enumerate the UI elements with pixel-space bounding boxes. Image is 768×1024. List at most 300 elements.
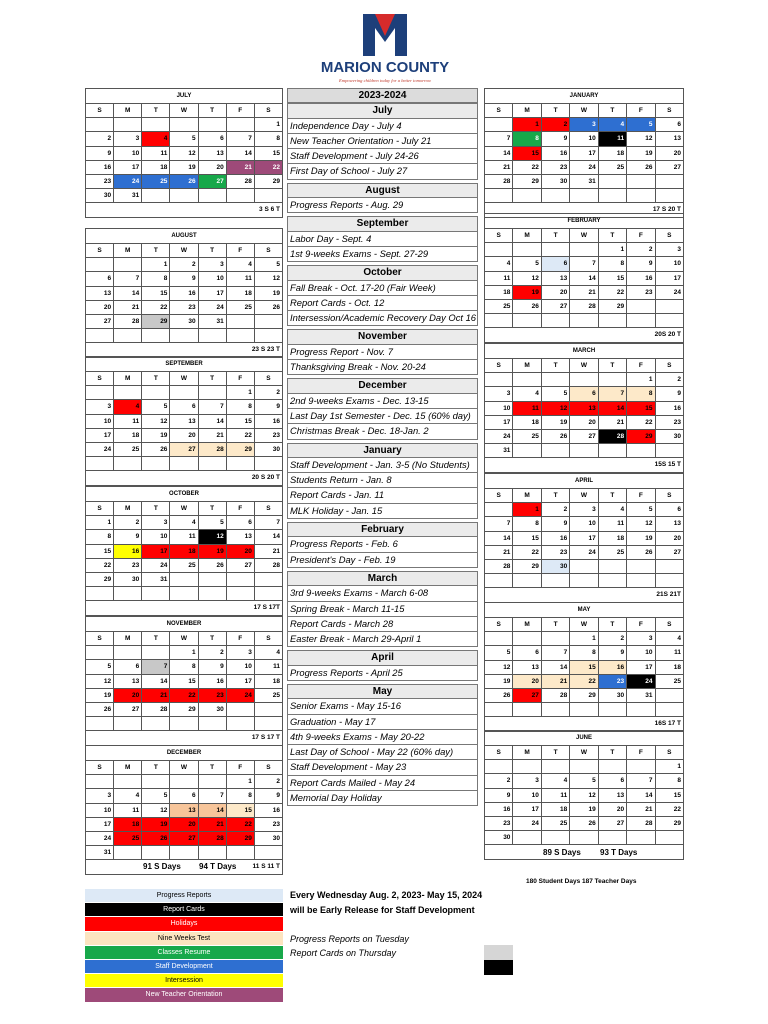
- day-cell: [142, 189, 170, 203]
- day-cell: 11: [226, 272, 254, 286]
- day-cell: 27: [655, 545, 683, 559]
- day-cell: 19: [541, 415, 569, 429]
- day-cell: 6: [513, 646, 541, 660]
- day-cell: 28: [114, 314, 142, 328]
- day-cell: 4: [655, 632, 683, 646]
- day-cell: 3: [513, 774, 541, 788]
- event-item: Graduation - May 17: [287, 715, 478, 730]
- day-cell: [655, 574, 683, 588]
- day-cell: [86, 457, 114, 471]
- day-cell: 23: [198, 688, 226, 702]
- day-cell: 30: [541, 174, 569, 188]
- day-cell: 3: [142, 516, 170, 530]
- weekday-header: S: [254, 104, 282, 118]
- weekday-header: T: [142, 502, 170, 516]
- day-cell: 17: [114, 160, 142, 174]
- day-cell: 23: [254, 428, 282, 442]
- day-cell: [226, 118, 254, 132]
- day-cell: 16: [198, 674, 226, 688]
- month-calendar-november: [85, 616, 283, 746]
- day-cell: 13: [170, 414, 198, 428]
- month-day-count: 11 S 11 T: [86, 860, 283, 874]
- day-cell: 12: [485, 660, 513, 674]
- left-student-days: 91 S Days: [143, 862, 181, 871]
- day-cell: 22: [513, 545, 541, 559]
- day-cell: 20: [198, 160, 226, 174]
- day-cell: 7: [627, 774, 655, 788]
- month-title: FEBRUARY: [485, 214, 684, 229]
- day-cell: 1: [226, 775, 254, 789]
- weekday-header: T: [142, 632, 170, 646]
- day-cell: 2: [254, 386, 282, 400]
- event-item: Fall Break - Oct. 17-20 (Fair Week): [287, 281, 478, 296]
- day-cell: 10: [655, 257, 683, 271]
- day-cell: 29: [655, 816, 683, 830]
- day-cell: [655, 688, 683, 702]
- weekday-header: W: [170, 502, 198, 516]
- day-cell: 28: [541, 688, 569, 702]
- weekday-header: M: [513, 489, 541, 503]
- day-cell: 9: [114, 530, 142, 544]
- day-cell: 6: [655, 503, 683, 517]
- event-item: New Teacher Orientation - July 21: [287, 134, 478, 149]
- day-cell: 10: [627, 646, 655, 660]
- day-cell: 22: [570, 674, 598, 688]
- day-cell: 3: [655, 243, 683, 257]
- event-month-header: March: [287, 571, 478, 586]
- weekday-header: T: [198, 632, 226, 646]
- day-cell: 14: [198, 414, 226, 428]
- day-cell: 8: [86, 530, 114, 544]
- legend-item-progress: Progress Reports: [85, 889, 283, 903]
- day-cell: 21: [114, 300, 142, 314]
- day-cell: 20: [655, 531, 683, 545]
- weekday-header: W: [570, 104, 598, 118]
- day-cell: [485, 703, 513, 717]
- day-cell: 8: [142, 272, 170, 286]
- day-cell: 15: [570, 660, 598, 674]
- weekday-header: S: [485, 104, 513, 118]
- weekday-header: F: [627, 229, 655, 243]
- event-item: 2nd 9-weeks Exams - Dec. 13-15: [287, 394, 478, 409]
- day-cell: 19: [198, 544, 226, 558]
- day-cell: [86, 118, 114, 132]
- month-calendar-june: [484, 730, 684, 860]
- day-cell: 21: [541, 674, 569, 688]
- day-cell: 4: [142, 132, 170, 146]
- day-cell: 15: [513, 146, 541, 160]
- day-cell: [86, 717, 114, 731]
- day-cell: 29: [86, 572, 114, 586]
- day-cell: 17: [655, 271, 683, 285]
- day-cell: 12: [170, 146, 198, 160]
- month-calendar-may: [484, 602, 684, 732]
- day-cell: 1: [86, 516, 114, 530]
- day-cell: 17: [513, 802, 541, 816]
- day-cell: [513, 243, 541, 257]
- day-cell: [598, 314, 626, 328]
- day-cell: 11: [598, 517, 626, 531]
- day-cell: [570, 760, 598, 774]
- month-title: DECEMBER: [86, 746, 283, 761]
- day-cell: 8: [570, 646, 598, 660]
- day-cell: 3: [86, 789, 114, 803]
- event-item: Staff Development - May 23: [287, 760, 478, 775]
- day-cell: 13: [86, 286, 114, 300]
- event-item: Progress Reports - Feb. 6: [287, 537, 478, 552]
- weekday-header: M: [513, 359, 541, 373]
- day-cell: 4: [114, 400, 142, 414]
- day-cell: 20: [655, 146, 683, 160]
- legend-item-nine_weeks: Nine Weeks Test: [85, 932, 283, 946]
- day-cell: 13: [598, 788, 626, 802]
- day-cell: 28: [198, 442, 226, 456]
- event-item: First Day of School - July 27: [287, 164, 478, 179]
- day-cell: 13: [570, 401, 598, 415]
- day-cell: [485, 118, 513, 132]
- day-cell: 13: [655, 517, 683, 531]
- event-month-header: August: [287, 183, 478, 198]
- day-cell: 4: [254, 646, 282, 660]
- day-cell: 1: [170, 646, 198, 660]
- day-cell: 17: [485, 415, 513, 429]
- day-cell: 18: [114, 428, 142, 442]
- day-cell: 12: [627, 517, 655, 531]
- day-cell: 9: [541, 132, 569, 146]
- day-cell: 25: [142, 174, 170, 188]
- day-cell: 15: [655, 788, 683, 802]
- month-day-count: 20 S 20 T: [86, 471, 283, 485]
- day-cell: 3: [627, 632, 655, 646]
- day-cell: 29: [570, 688, 598, 702]
- day-cell: 16: [254, 414, 282, 428]
- day-cell: [198, 775, 226, 789]
- weekday-header: F: [627, 359, 655, 373]
- day-cell: 20: [513, 674, 541, 688]
- day-cell: 24: [114, 174, 142, 188]
- weekday-header: S: [655, 618, 683, 632]
- day-cell: 29: [513, 174, 541, 188]
- day-cell: [142, 717, 170, 731]
- day-cell: 20: [170, 428, 198, 442]
- day-cell: 16: [254, 803, 282, 817]
- day-cell: 19: [254, 286, 282, 300]
- day-cell: [254, 457, 282, 471]
- day-cell: [541, 760, 569, 774]
- day-cell: 6: [226, 516, 254, 530]
- day-cell: 22: [513, 160, 541, 174]
- event-item: MLK Holiday - Jan. 15: [287, 504, 478, 519]
- day-cell: 24: [226, 688, 254, 702]
- day-cell: [485, 373, 513, 387]
- left-teacher-days: 94 T Days: [199, 862, 237, 871]
- day-cell: [570, 314, 598, 328]
- day-cell: [598, 760, 626, 774]
- month-title: NOVEMBER: [86, 617, 283, 632]
- weekday-header: S: [655, 229, 683, 243]
- day-cell: 21: [198, 817, 226, 831]
- day-cell: 27: [226, 558, 254, 572]
- day-cell: [598, 703, 626, 717]
- event-item: 3rd 9-weeks Exams - March 6-08: [287, 586, 478, 601]
- day-cell: 15: [86, 544, 114, 558]
- day-cell: 10: [570, 517, 598, 531]
- day-cell: 27: [570, 429, 598, 443]
- weekday-header: F: [226, 372, 254, 386]
- day-cell: 15: [142, 286, 170, 300]
- day-cell: 15: [598, 271, 626, 285]
- day-cell: [627, 760, 655, 774]
- day-cell: 18: [598, 531, 626, 545]
- day-cell: [142, 329, 170, 343]
- weekday-header: M: [114, 104, 142, 118]
- weekday-header: S: [254, 372, 282, 386]
- day-cell: 2: [198, 646, 226, 660]
- day-cell: [198, 386, 226, 400]
- day-cell: [226, 329, 254, 343]
- day-cell: [541, 189, 569, 203]
- day-cell: 10: [198, 272, 226, 286]
- event-month-header: February: [287, 522, 478, 537]
- day-cell: 20: [598, 802, 626, 816]
- weekday-header: S: [254, 244, 282, 258]
- year-day-totals: 180 Student Days 187 Teacher Days: [526, 878, 637, 885]
- event-item: Progress Reports - Aug. 29: [287, 198, 478, 213]
- day-cell: [655, 831, 683, 845]
- weekday-header: S: [86, 244, 114, 258]
- day-cell: [86, 646, 114, 660]
- month-calendar-october: [85, 486, 283, 616]
- day-cell: 6: [655, 118, 683, 132]
- day-cell: 9: [598, 646, 626, 660]
- day-cell: 6: [198, 132, 226, 146]
- day-cell: 9: [170, 272, 198, 286]
- day-cell: [142, 775, 170, 789]
- day-cell: 19: [142, 428, 170, 442]
- day-cell: 24: [627, 674, 655, 688]
- day-cell: 3: [226, 646, 254, 660]
- weekday-header: F: [627, 104, 655, 118]
- day-cell: 19: [485, 674, 513, 688]
- weekday-header: S: [485, 618, 513, 632]
- event-item: Staff Development - July 24-26: [287, 149, 478, 164]
- day-cell: 3: [86, 400, 114, 414]
- day-cell: 14: [570, 271, 598, 285]
- day-cell: 25: [513, 429, 541, 443]
- weekday-header: S: [254, 502, 282, 516]
- month-title: JUNE: [485, 731, 684, 746]
- day-cell: 16: [541, 531, 569, 545]
- day-cell: 1: [254, 118, 282, 132]
- day-cell: 12: [142, 414, 170, 428]
- day-cell: 28: [485, 174, 513, 188]
- day-cell: 27: [170, 831, 198, 845]
- day-cell: 8: [655, 774, 683, 788]
- weekday-header: F: [226, 244, 254, 258]
- day-cell: [226, 314, 254, 328]
- day-cell: 31: [198, 314, 226, 328]
- event-item: Easter Break - March 29-April 1: [287, 632, 478, 647]
- day-cell: [198, 587, 226, 601]
- day-cell: 9: [254, 400, 282, 414]
- day-cell: 7: [485, 132, 513, 146]
- day-cell: 11: [513, 401, 541, 415]
- day-cell: 17: [570, 146, 598, 160]
- event-item: Progress Reports - April 25: [287, 666, 478, 681]
- day-cell: 25: [170, 558, 198, 572]
- day-cell: [570, 189, 598, 203]
- day-cell: 30: [254, 831, 282, 845]
- weekday-header: F: [226, 104, 254, 118]
- day-cell: [114, 717, 142, 731]
- weekday-header: S: [86, 761, 114, 775]
- event-item: Spring Break - March 11-15: [287, 602, 478, 617]
- weekday-header: T: [198, 502, 226, 516]
- day-cell: 6: [114, 660, 142, 674]
- day-cell: 7: [254, 516, 282, 530]
- day-cell: 19: [170, 160, 198, 174]
- day-cell: [114, 646, 142, 660]
- day-cell: 30: [114, 572, 142, 586]
- weekday-header: S: [485, 746, 513, 760]
- day-cell: 29: [226, 831, 254, 845]
- day-cell: 17: [198, 286, 226, 300]
- day-cell: 26: [513, 299, 541, 313]
- day-cell: 10: [114, 146, 142, 160]
- day-cell: 19: [513, 285, 541, 299]
- day-cell: 11: [170, 530, 198, 544]
- day-cell: 4: [598, 503, 626, 517]
- day-cell: [655, 559, 683, 573]
- day-cell: 11: [485, 271, 513, 285]
- day-cell: 10: [485, 401, 513, 415]
- day-cell: 9: [86, 146, 114, 160]
- day-cell: 28: [254, 558, 282, 572]
- day-cell: 22: [627, 415, 655, 429]
- event-item: President's Day - Feb. 19: [287, 553, 478, 568]
- progress-tuesday-note: Progress Reports on Tuesday: [290, 934, 409, 944]
- day-cell: [570, 559, 598, 573]
- day-cell: 18: [485, 285, 513, 299]
- day-cell: [254, 702, 282, 716]
- day-cell: 11: [598, 132, 626, 146]
- day-cell: 31: [485, 444, 513, 458]
- day-cell: 2: [254, 775, 282, 789]
- day-cell: 29: [226, 442, 254, 456]
- day-cell: 31: [570, 174, 598, 188]
- day-cell: [513, 574, 541, 588]
- day-cell: [254, 314, 282, 328]
- weekday-header: S: [254, 632, 282, 646]
- event-item: Staff Development - Jan. 3-5 (No Students): [287, 458, 478, 473]
- day-cell: [114, 118, 142, 132]
- day-cell: 7: [198, 789, 226, 803]
- weekday-header: W: [170, 632, 198, 646]
- day-cell: 3: [114, 132, 142, 146]
- weekday-header: T: [541, 104, 569, 118]
- day-cell: [142, 386, 170, 400]
- day-cell: 23: [655, 415, 683, 429]
- day-cell: 7: [485, 517, 513, 531]
- day-cell: [570, 831, 598, 845]
- progress-gray-swatch: [484, 945, 513, 960]
- day-cell: 10: [142, 530, 170, 544]
- day-cell: [655, 299, 683, 313]
- day-cell: 17: [142, 544, 170, 558]
- day-cell: 11: [114, 803, 142, 817]
- day-cell: 24: [86, 831, 114, 845]
- event-item: Thanksgiving Break - Nov. 20-24: [287, 360, 478, 375]
- day-cell: 29: [627, 429, 655, 443]
- day-cell: [226, 572, 254, 586]
- day-cell: 14: [598, 401, 626, 415]
- day-cell: 29: [513, 559, 541, 573]
- day-cell: 22: [86, 558, 114, 572]
- day-cell: 27: [198, 174, 226, 188]
- day-cell: 28: [570, 299, 598, 313]
- day-cell: 1: [226, 386, 254, 400]
- legend-item-report: Report Cards: [85, 903, 283, 917]
- day-cell: 13: [513, 660, 541, 674]
- day-cell: 14: [485, 146, 513, 160]
- logo-tagline: Empowering children today for a better tomorrow: [338, 78, 432, 83]
- month-day-count: 21S 21T: [485, 588, 684, 602]
- day-cell: [513, 189, 541, 203]
- day-cell: 15: [170, 674, 198, 688]
- day-cell: 14: [627, 788, 655, 802]
- right-teacher-days: 93 T Days: [600, 848, 638, 857]
- day-cell: [170, 587, 198, 601]
- day-cell: [142, 587, 170, 601]
- day-cell: 7: [226, 132, 254, 146]
- weekday-header: F: [627, 746, 655, 760]
- day-cell: [570, 703, 598, 717]
- day-cell: 5: [254, 258, 282, 272]
- event-month-header: April: [287, 650, 478, 665]
- event-item: Intersession/Academic Recovery Day Oct 16: [287, 311, 478, 326]
- day-cell: [198, 457, 226, 471]
- right-student-days: 89 S Days: [543, 848, 581, 857]
- day-cell: [86, 329, 114, 343]
- day-cell: 26: [142, 442, 170, 456]
- day-cell: [570, 574, 598, 588]
- day-cell: 9: [541, 517, 569, 531]
- day-cell: [198, 717, 226, 731]
- day-cell: [114, 587, 142, 601]
- day-cell: [541, 703, 569, 717]
- weekday-header: M: [513, 618, 541, 632]
- early-release-note-line2: will be Early Release for Staff Development: [290, 905, 475, 915]
- day-cell: [570, 444, 598, 458]
- day-cell: 8: [254, 132, 282, 146]
- weekday-header: T: [598, 489, 626, 503]
- day-cell: 6: [598, 774, 626, 788]
- day-cell: [655, 314, 683, 328]
- day-cell: 24: [485, 429, 513, 443]
- day-cell: 25: [254, 688, 282, 702]
- day-cell: 14: [198, 803, 226, 817]
- day-cell: 14: [541, 660, 569, 674]
- day-cell: 24: [570, 545, 598, 559]
- day-cell: [114, 775, 142, 789]
- day-cell: 11: [541, 788, 569, 802]
- day-cell: 23: [485, 816, 513, 830]
- day-cell: 4: [513, 387, 541, 401]
- day-cell: 10: [226, 660, 254, 674]
- month-day-count: 23 S 23 T: [86, 343, 283, 357]
- weekday-header: M: [513, 229, 541, 243]
- event-item: Senior Exams - May 15-16: [287, 699, 478, 714]
